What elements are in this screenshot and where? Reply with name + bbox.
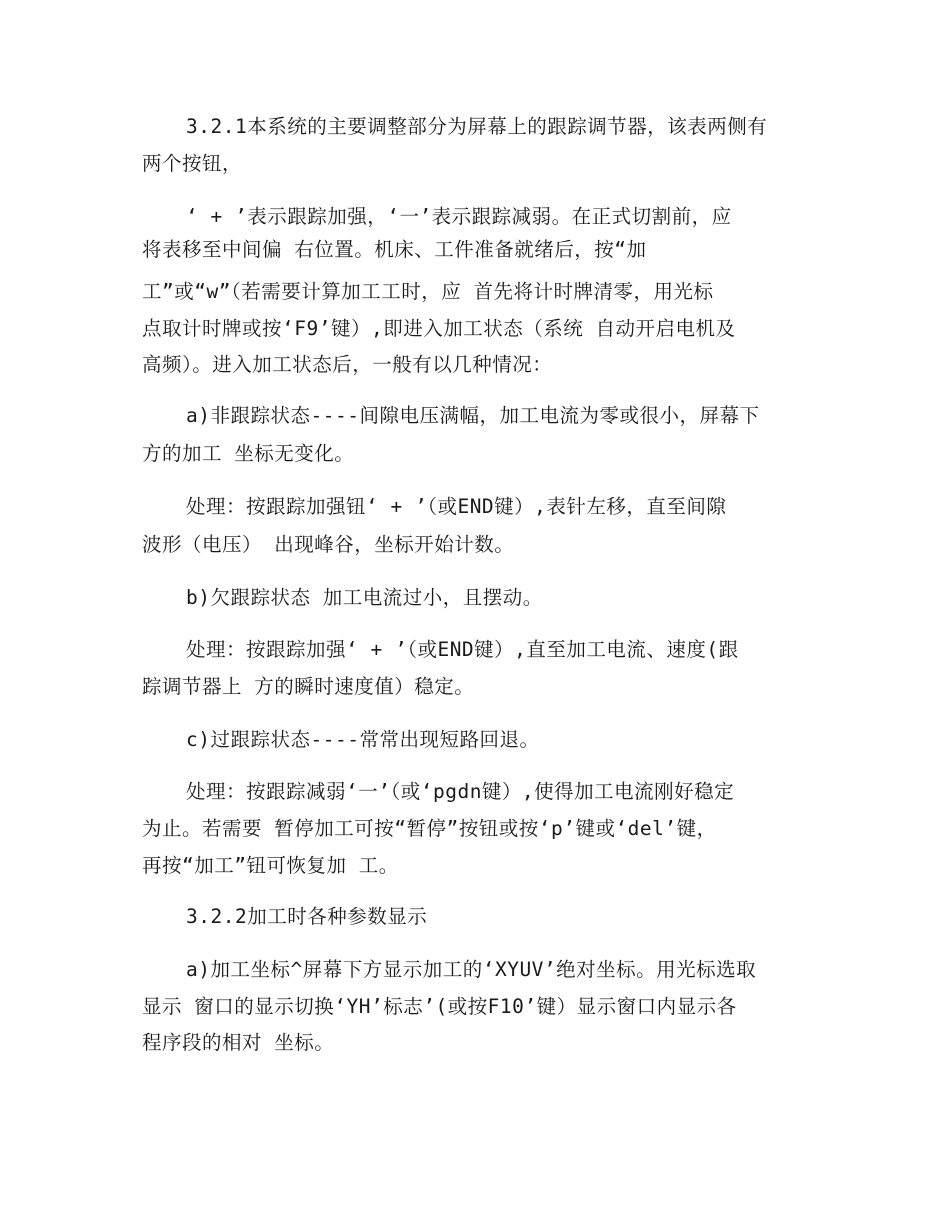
text-line: 3.2.1本系统的主要调整部分为屏幕上的跟踪调节器，该表两侧有 (186, 115, 768, 138)
text-line: a)加工坐标^屏幕下方显示加工的‘XYUV’绝对坐标。用光标选取 (186, 958, 757, 981)
text-line: 为止。若需要 暂停加工可按“暂停”按钮或按‘p’键或‘del’键， (142, 817, 717, 840)
text-line: 3.2.2加工时各种参数显示 (186, 905, 428, 928)
text-line: 工”或“w”（若需要计算加工工时，应 首先将计时牌清零，用光标 (142, 280, 714, 303)
text-line: 高频）。进入加工状态后，一般有以几种情况： (142, 353, 553, 376)
text-line: 处理：按跟踪加强钮‘ + ’（或END键）,表针左移，直至间隙 (186, 495, 727, 518)
text-line: b)欠跟踪状态 加工电流过小，且摆动。 (186, 586, 543, 609)
text-line: 处理：按跟踪加强‘ + ’（或END键）,直至加工电流、速度(跟 (186, 638, 739, 661)
text-line: c)过跟踪状态----常常出现短路回退。 (186, 728, 540, 751)
text-line: a)非跟踪状态----间隙电压满幅，加工电流为零或很小，屏幕下 (186, 404, 760, 427)
text-line: ‘ + ’表示跟踪加强，‘一’表示跟踪减弱。在正式切割前，应 (186, 205, 732, 228)
text-line: 踪调节器上 方的瞬时速度值）稳定。 (142, 675, 475, 698)
text-line: 显示 窗口的显示切换‘YH’标志’(或按F10’键）显示窗口内显示各 (142, 995, 737, 1018)
text-line: 再按“加工”钮可恢复加 工。 (142, 854, 399, 877)
text-line: 程序段的相对 坐标。 (142, 1031, 335, 1054)
text-line: 方的加工 坐标无变化。 (142, 442, 355, 465)
text-line: 波形（电压） 出现峰谷，坐标开始计数。 (142, 533, 515, 556)
text-line: 处理：按跟踪减弱‘一’（或‘pgdn键）,使得加工电流刚好稳定 (186, 780, 735, 803)
text-line: 点取计时牌或按‘F9’键）,即进入加工状态（系统 自动开启电机及 (142, 317, 736, 340)
text-line: 将表移至中间偏 右位置。机床、工件准备就绪后，按“加 (142, 238, 647, 261)
text-line: 两个按钮， (142, 152, 243, 175)
